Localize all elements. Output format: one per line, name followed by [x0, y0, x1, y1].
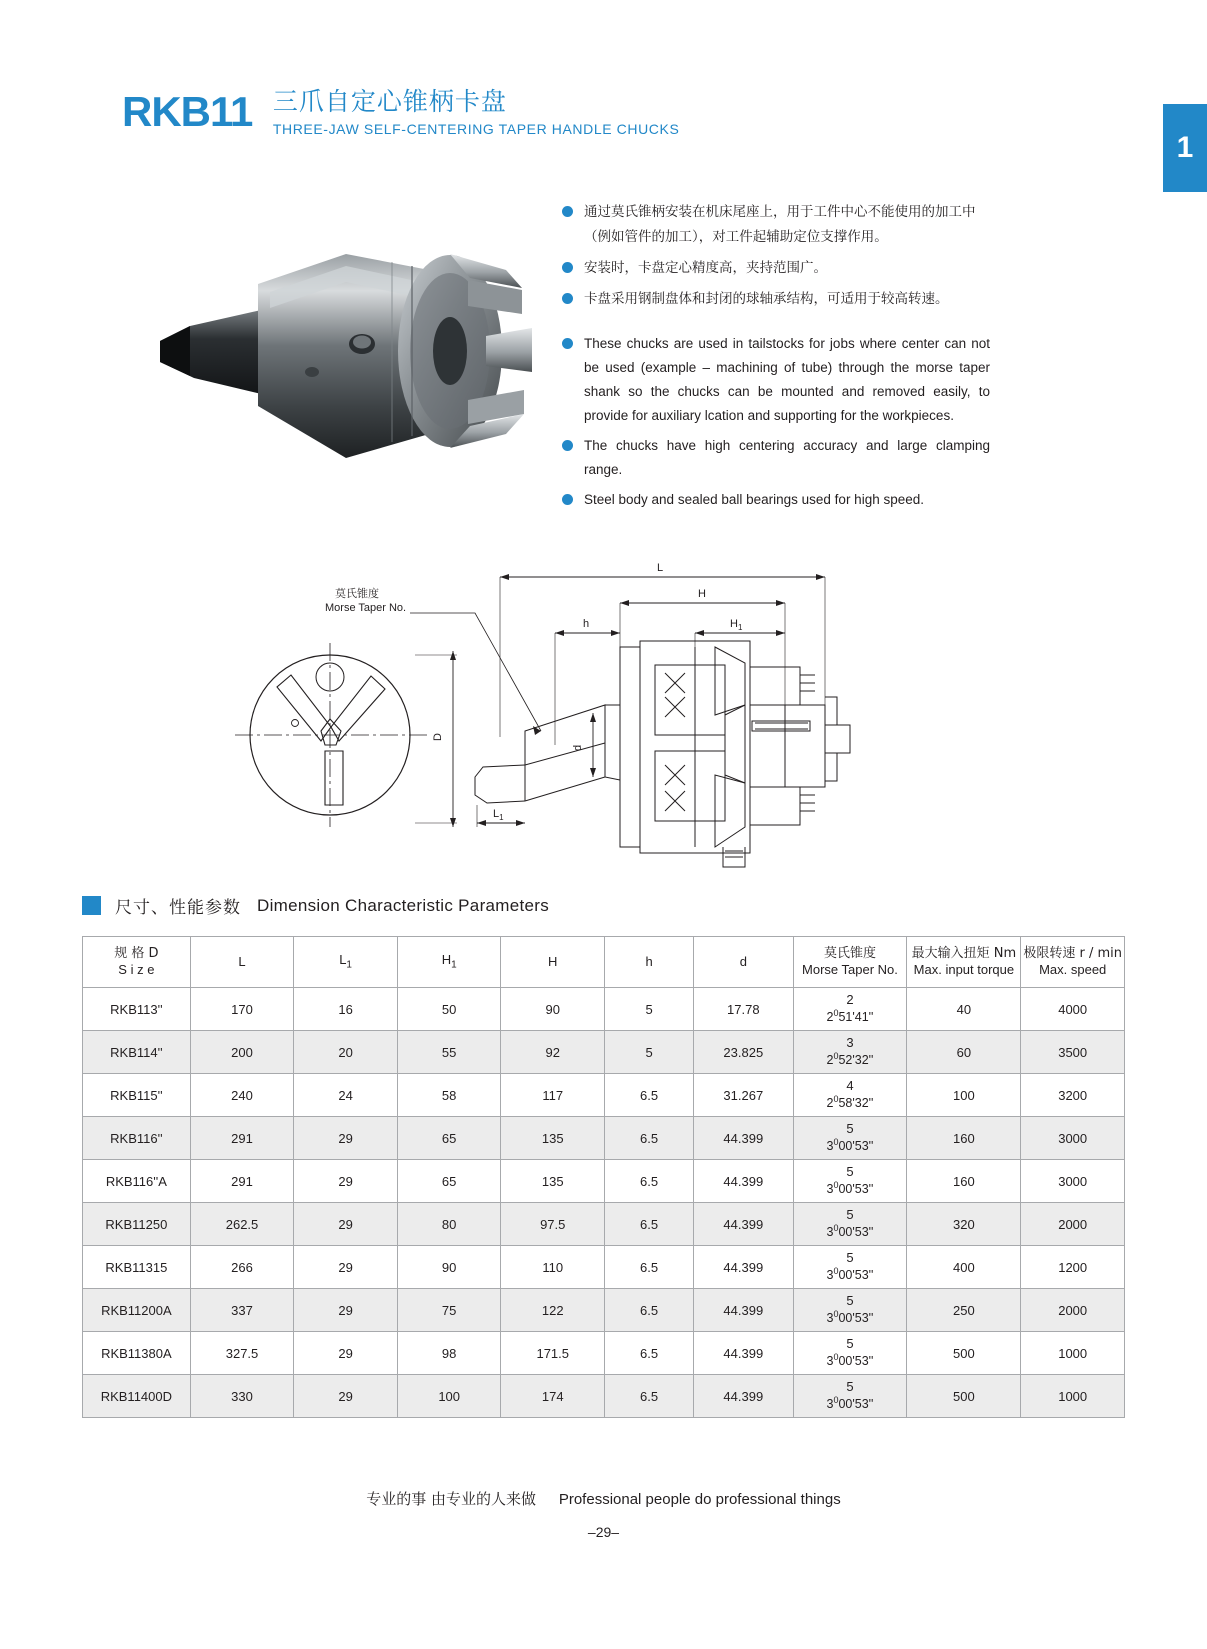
cell-H1: 65	[397, 1117, 501, 1160]
cell-size: RKB11200A	[83, 1289, 191, 1332]
dim-label-h: h	[583, 618, 590, 630]
cell-h: 6.5	[605, 1074, 694, 1117]
col-header-d: d	[694, 937, 793, 988]
morse-taper-label-cn: 莫氏锥度	[335, 587, 379, 600]
feature-item-en-3	[560, 488, 990, 512]
cell-size: RKB11250	[83, 1203, 191, 1246]
cell-H: 135	[501, 1160, 605, 1203]
bullet-dot-icon	[562, 338, 573, 349]
col-header-H: H	[501, 937, 605, 988]
bullet-dot-icon	[562, 206, 573, 217]
cell-morse-taper: 3 $2^052'32''$	[793, 1031, 907, 1074]
cell-size: RKB11315	[83, 1246, 191, 1289]
col-header-L1: $L_1$	[294, 937, 398, 988]
cell-H1: 55	[397, 1031, 501, 1074]
page-number: –29–	[587, 1524, 620, 1540]
cell-L: 262.5	[190, 1203, 294, 1246]
dim-label-H: H	[698, 588, 706, 600]
section-title-en: Dimension Characteristic Parameters	[257, 895, 550, 915]
cell-speed: 4000	[1021, 988, 1125, 1031]
cell-morse-taper: 5 $3^000'53''$	[793, 1332, 907, 1375]
feature-text: Steel body and sealed ball bearings used for high speed.	[584, 492, 924, 507]
bullet-dot-icon	[562, 440, 573, 451]
cell-d: 44.399	[694, 1117, 793, 1160]
cell-torque: 250	[907, 1289, 1021, 1332]
cell-morse-taper: 5 $3^000'53''$	[793, 1117, 907, 1160]
cell-size: RKB115''	[83, 1074, 191, 1117]
parameters-table	[82, 936, 1125, 1418]
table-row	[83, 1160, 1125, 1203]
dim-label-D: D	[432, 733, 444, 741]
table-row	[83, 1031, 1125, 1074]
cell-speed: 1200	[1021, 1246, 1125, 1289]
cell-L1: 16	[294, 988, 398, 1031]
cell-h: 6.5	[605, 1246, 694, 1289]
chuck-photo-illustration	[150, 196, 540, 506]
cell-h: 5	[605, 1031, 694, 1074]
cell-torque: 60	[907, 1031, 1021, 1074]
cell-H1: 75	[397, 1289, 501, 1332]
cell-d: 31.267	[694, 1074, 793, 1117]
cell-h: 6.5	[605, 1375, 694, 1418]
cell-d: 44.399	[694, 1246, 793, 1289]
cell-d: 44.399	[694, 1160, 793, 1203]
footer-slogan-cn: 专业的事 由专业的人来做	[366, 1490, 537, 1508]
cell-H1: 98	[397, 1332, 501, 1375]
cell-L1: 29	[294, 1203, 398, 1246]
table-row	[83, 1289, 1125, 1332]
feature-text: 通过莫氏锥柄安装在机床尾座上，用于工件中心不能使用的加工中（例如管件的加工），对工件起辅助定位支撑作用。	[584, 204, 976, 245]
dimension-drawing	[225, 555, 865, 885]
footer-slogan-en: Professional people do professional things	[558, 1491, 841, 1508]
cell-d: 44.399	[694, 1203, 793, 1246]
footer-slogan	[0, 1488, 1207, 1509]
cell-speed: 3000	[1021, 1160, 1125, 1203]
feature-text: The chucks have high centering accuracy and large clamping range.	[584, 438, 990, 477]
cell-H1: 50	[397, 988, 501, 1031]
cell-H: 174	[501, 1375, 605, 1418]
col-header-morse-taper: 莫氏锥度 Morse Taper No.	[793, 937, 907, 988]
dim-label-H1: $H_1$	[730, 618, 743, 632]
col-header-H1: $H_1$	[397, 937, 501, 988]
spacer	[560, 318, 990, 332]
cell-H1: 90	[397, 1246, 501, 1289]
cell-H1: 58	[397, 1074, 501, 1117]
cell-morse-taper: 5 $3^000'53''$	[793, 1160, 907, 1203]
cell-morse-taper: 5 $3^000'53''$	[793, 1375, 907, 1418]
cell-L1: 24	[294, 1074, 398, 1117]
table-body	[83, 988, 1125, 1418]
cell-H1: 65	[397, 1160, 501, 1203]
cell-size: RKB116''	[83, 1117, 191, 1160]
cell-L1: 29	[294, 1332, 398, 1375]
section-title-cn: 尺寸、性能参数	[115, 898, 241, 918]
cell-speed: 3000	[1021, 1117, 1125, 1160]
title-text	[273, 88, 680, 137]
cell-speed: 1000	[1021, 1332, 1125, 1375]
cell-torque: 100	[907, 1074, 1021, 1117]
page-title	[122, 88, 679, 137]
cell-H: 90	[501, 988, 605, 1031]
model-name: RKB11	[122, 88, 253, 136]
cell-L: 240	[190, 1074, 294, 1117]
cell-size: RKB116''A	[83, 1160, 191, 1203]
cell-torque: 400	[907, 1246, 1021, 1289]
cell-H: 97.5	[501, 1203, 605, 1246]
cell-d: 44.399	[694, 1375, 793, 1418]
cell-speed: 3500	[1021, 1031, 1125, 1074]
cell-size: RKB11380A	[83, 1332, 191, 1375]
bullet-dot-icon	[562, 262, 573, 273]
col-header-h: h	[605, 937, 694, 988]
cell-L: 327.5	[190, 1332, 294, 1375]
bullet-dot-icon	[562, 293, 573, 304]
cell-H1: 100	[397, 1375, 501, 1418]
cell-speed: 2000	[1021, 1289, 1125, 1332]
cell-H: 122	[501, 1289, 605, 1332]
cell-L: 170	[190, 988, 294, 1031]
cell-torque: 40	[907, 988, 1021, 1031]
cell-h: 5	[605, 988, 694, 1031]
table-row	[83, 1203, 1125, 1246]
feature-item-en-2	[560, 434, 990, 482]
cell-L1: 29	[294, 1375, 398, 1418]
cell-d: 17.78	[694, 988, 793, 1031]
table-row	[83, 1332, 1125, 1375]
dim-label-L1: $L_1$	[493, 808, 504, 822]
cell-L: 330	[190, 1375, 294, 1418]
section-heading	[82, 893, 549, 918]
cell-morse-taper: 2 $2^051'41''$	[793, 988, 907, 1031]
cell-h: 6.5	[605, 1117, 694, 1160]
cell-h: 6.5	[605, 1332, 694, 1375]
cell-H: 117	[501, 1074, 605, 1117]
cell-H: 171.5	[501, 1332, 605, 1375]
feature-item-en-1	[560, 332, 990, 428]
cell-morse-taper: 4 $2^058'32''$	[793, 1074, 907, 1117]
cell-torque: 500	[907, 1332, 1021, 1375]
cell-L1: 20	[294, 1031, 398, 1074]
cell-morse-taper: 5 $3^000'53''$	[793, 1246, 907, 1289]
feature-text: 安装时，卡盘定心精度高，夹持范围广。	[584, 260, 827, 276]
cell-size: RKB11400D	[83, 1375, 191, 1418]
feature-item-cn-1	[560, 200, 990, 250]
feature-list	[560, 200, 990, 518]
table-row	[83, 988, 1125, 1031]
cell-L: 291	[190, 1117, 294, 1160]
cell-torque: 160	[907, 1160, 1021, 1203]
cell-d: 44.399	[694, 1332, 793, 1375]
cell-morse-taper: 5 $3^000'53''$	[793, 1289, 907, 1332]
cell-morse-taper: 5 $3^000'53''$	[793, 1203, 907, 1246]
title-chinese: 三爪自定心锥柄卡盘	[272, 87, 507, 116]
cell-h: 6.5	[605, 1203, 694, 1246]
cell-L: 266	[190, 1246, 294, 1289]
table-row	[83, 1074, 1125, 1117]
cell-H: 92	[501, 1031, 605, 1074]
cell-h: 6.5	[605, 1289, 694, 1332]
technical-drawing	[225, 555, 865, 885]
cell-H1: 80	[397, 1203, 501, 1246]
cell-d: 23.825	[694, 1031, 793, 1074]
dim-label-d: d	[572, 744, 584, 751]
cell-L: 200	[190, 1031, 294, 1074]
page-section-tab: 1	[1163, 104, 1207, 192]
product-photo	[150, 196, 540, 506]
cell-L1: 29	[294, 1246, 398, 1289]
cell-torque: 160	[907, 1117, 1021, 1160]
cell-speed: 3200	[1021, 1074, 1125, 1117]
cell-L1: 29	[294, 1117, 398, 1160]
table-row	[83, 1246, 1125, 1289]
cell-H: 135	[501, 1117, 605, 1160]
col-header-L: L	[190, 937, 294, 988]
cell-size: RKB114''	[83, 1031, 191, 1074]
feature-item-cn-2	[560, 256, 990, 281]
cell-L: 291	[190, 1160, 294, 1203]
col-header-max-torque: 最大输入扭矩 Nm Max. input torque	[907, 937, 1021, 988]
section-marker-icon	[82, 896, 101, 915]
table-header-row	[83, 937, 1125, 988]
cell-L: 337	[190, 1289, 294, 1332]
morse-taper-label-en: Morse Taper No.	[325, 602, 407, 614]
dim-label-L: L	[657, 562, 664, 574]
feature-item-cn-3	[560, 287, 990, 312]
cell-d: 44.399	[694, 1289, 793, 1332]
cell-speed: 1000	[1021, 1375, 1125, 1418]
feature-text: These chucks are used in tailstocks for jobs where center can not be used (example – machining of tube) through the morse taper shank so the chucks can be mounted and removed easily, to provide for auxiliary lcation and supporting for the workpieces.	[584, 336, 990, 423]
cell-torque: 500	[907, 1375, 1021, 1418]
cell-torque: 320	[907, 1203, 1021, 1246]
cell-h: 6.5	[605, 1160, 694, 1203]
title-english: THREE-JAW SELF-CENTERING TAPER HANDLE CHUCKS	[272, 120, 680, 137]
cell-speed: 2000	[1021, 1203, 1125, 1246]
col-header-max-speed: 极限转速 r / min Max. speed	[1021, 937, 1125, 988]
cell-H: 110	[501, 1246, 605, 1289]
cell-size: RKB113''	[83, 988, 191, 1031]
bullet-dot-icon	[562, 494, 573, 505]
cell-L1: 29	[294, 1160, 398, 1203]
feature-text: 卡盘采用钢制盘体和封闭的球轴承结构，可适用于较高转速。	[584, 291, 949, 307]
col-header-size: 规 格 D S i z e	[83, 937, 191, 988]
cell-L1: 29	[294, 1289, 398, 1332]
table-row	[83, 1117, 1125, 1160]
table-row	[83, 1375, 1125, 1418]
